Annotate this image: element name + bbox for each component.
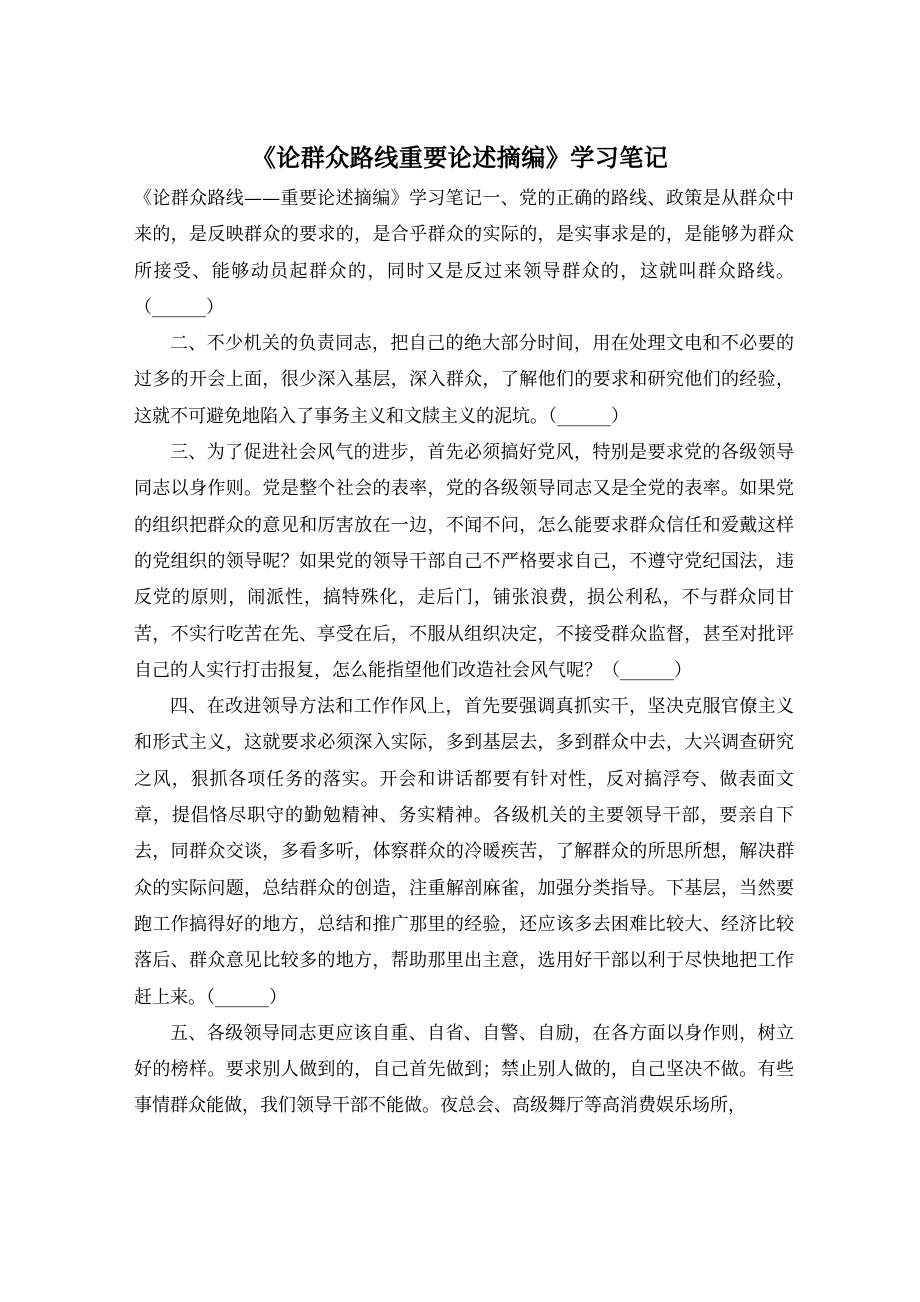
paragraph-4: 四、在改进领导方法和工作作风上，首先要强调真抓实干，坚决克服官僚主义和形式主义，这就要求必须深入实际，多到基层去，多到群众中去，大兴调查研究之风，狠抓各项任务的落实。开会和讲话都要有针对性，反对搞浮夸、做表面文章，提倡恪尽职守的勤勉精神、务实精神。各级机关的主要领导干部，要亲自下去，同群众交谈，多看多听，体察群众的冷暖疾苦，了解群众的所思所想，解决群众的实际问题，总结群众的创造，注重解剖麻雀，加强分类指导。下基层，当然要跑工作搞得好的地方，总结和推广那里的经验，还应该多去困难比较大、经济比较落后、群众意见比较多的地方，帮助那里出主意，选用好干部以利于尽快地把工作赶上来。（______） bbox=[134, 696, 794, 1008]
paragraph-5: 五、各级领导同志更应该自重、自省、自警、自励，在各方面以身作则，树立好的榜样。要求别人做到的，自己首先做到；禁止别人做的，自己坚决不做。有些事情群众能做，我们领导干部不能做。夜总会、高级舞厅等高消费娱乐场所， bbox=[134, 1022, 794, 1117]
paragraph-1: 《论群众路线——重要论述摘编》学习笔记一、党的正确的路线、政策是从群众中来的，是反映群众的要求的，是合乎群众的实际的，是实事求是的，是能够为群众所接受、能够动员起群众的，同时又是反过来领导群众的，这就叫群众路线。（______） bbox=[134, 188, 794, 318]
document-title: 《论群众路线重要论述摘编》学习笔记 bbox=[251, 143, 669, 172]
paragraph-2: 二、不少机关的负责同志，把自己的绝大部分时间，用在处理文电和不必要的过多的开会上面，很少深入基层，深入群众，了解他们的要求和研究他们的经验，这就不可避免地陷入了事务主义和文牍主义的泥坑。（______） bbox=[134, 333, 794, 427]
document-body bbox=[134, 181, 794, 1125]
paragraph-3: 三、为了促进社会风气的进步，首先必须搞好党风，特别是要求党的各级领导同志以身作则。党是整个社会的表率，党的各级领导同志又是全党的表率。如果党的组织把群众的意见和厉害放在一边，不闻不问，怎么能要求群众信任和爱戴这样的党组织的领导呢？如果党的领导干部自己不严格要求自己，不遵守党纪国法，违反党的原则，闹派性，搞特殊化，走后门，铺张浪费，损公利私，不与群众同甘苦，不实行吃苦在先、享受在后，不服从组织决定，不接受群众监督，甚至对批评自己的人实行打击报复，怎么能指望他们改造社会风气呢？（______） bbox=[134, 442, 794, 681]
